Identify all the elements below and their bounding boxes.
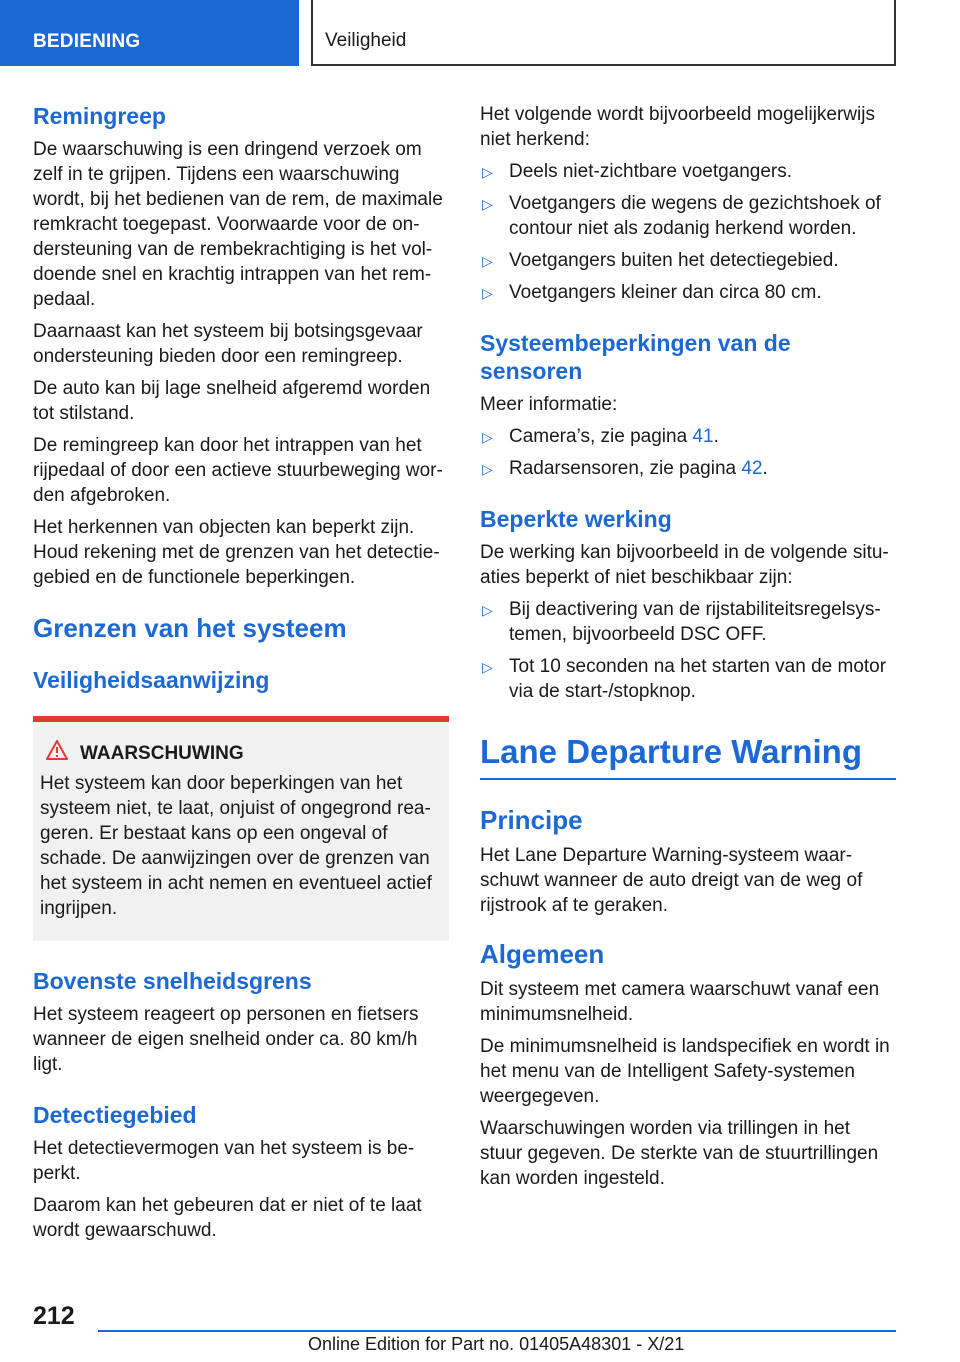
- paragraph: Waarschuwingen worden via trillingen in het stuur gegeven. De sterkte van de stuurtrillingen kan worden ingesteld.: [480, 1118, 879, 1189]
- left-column: [33, 102, 449, 1243]
- heading-lane-departure-warning: Lane Departure Warning: [480, 732, 896, 780]
- list-item: ▷ Voetgangers die wegens de gezichtshoek of contour niet als zodanig herkend worden.: [482, 193, 881, 239]
- heading-detectiegebied: Detectiegebied: [33, 1102, 197, 1128]
- warning-header: [40, 740, 437, 767]
- page-link-camera[interactable]: 41: [692, 426, 714, 447]
- heading-bovenste-snelheidsgrens: Bovenste snelheidsgrens: [33, 968, 312, 994]
- paragraph: De remingreep kan door het intrappen van het rijpedaal of door een actieve stuurbeweging worden afgebroken.: [33, 435, 443, 506]
- warning-box: [33, 716, 449, 941]
- triangle-bullet-icon: ▷: [482, 659, 493, 675]
- sensor-info-list: [480, 424, 896, 481]
- paragraph: Het systeem reageert op personen en fietsers wanneer de eigen snelheid onder ca. 80 km/h ligt.: [33, 1004, 419, 1075]
- page-link-radar[interactable]: 42: [741, 458, 763, 479]
- not-recognized-list: [480, 159, 896, 305]
- paragraph: De waarschuwing is een dringend verzoek om zelf in te grijpen. Tijdens een waarschuwing wordt, bij het bedienen van de rem, de maximale remkracht toegepast. Voorwaarde voor de ondersteuning van de rembekrachtiging is het voldoende snel en krachtig intrappen van het rempedaal.: [33, 139, 443, 310]
- paragraph: Het detectievermogen van het systeem is beperkt.: [33, 1138, 415, 1184]
- list-item: ▷ Deels niet-zichtbare voetgangers.: [480, 159, 896, 184]
- triangle-bullet-icon: ▷: [482, 285, 493, 301]
- page-header: [0, 0, 960, 66]
- triangle-bullet-icon: ▷: [482, 602, 493, 618]
- paragraph: Daarnaast kan het systeem bij botsingsgevaar ondersteuning bieden door een remingreep.: [33, 321, 423, 367]
- list-item: ▷ Tot 10 seconden na het starten van de motor via de start-/stopknop.: [482, 656, 887, 702]
- heading-principe: Principe: [480, 805, 583, 835]
- warning-text: Het systeem kan door beperkingen van het systeem niet, te laat, onjuist of ongegrond reageren. Er bestaat kans op een ongeval of schade. De aanwijzingen over de grenzen van het systeem in acht nemen en eventueel actief ingrijpen.: [40, 773, 432, 919]
- paragraph: Het herkennen van objecten kan beperkt zijn. Houd rekening met de grenzen van het detectiegebied en de functionele beperkingen.: [33, 517, 440, 588]
- limited-function-list: [480, 597, 896, 704]
- list-item: ▷ Camera’s, zie pagina 41.: [480, 424, 896, 449]
- heading-veiligheidsaanwijzing: Veiligheidsaanwijzing: [33, 667, 270, 693]
- warning-title: WAARSCHUWING: [80, 742, 244, 764]
- chapter-tab: Veiligheid: [311, 0, 896, 66]
- edition-text: Online Edition for Part no. 01405A48301 - X/21: [308, 1334, 685, 1354]
- triangle-bullet-icon: ▷: [482, 196, 493, 212]
- section-tab: BEDIENING: [0, 0, 299, 66]
- paragraph: Daarom kan het gebeuren dat er niet of te laat wordt gewaarschuwd.: [33, 1195, 422, 1241]
- paragraph: Het volgende wordt bijvoorbeeld mogelijkerwijs niet herkend:: [480, 104, 875, 150]
- paragraph: Het Lane Departure Warning-systeem waarschuwt wanneer de auto dreigt van de weg of rijstrook af te geraken.: [480, 845, 863, 916]
- page-footer: [0, 1290, 960, 1362]
- footer-divider: [98, 1330, 896, 1332]
- paragraph: Dit systeem met camera waarschuwt vanaf een minimumsnelheid.: [480, 979, 880, 1025]
- list-item: ▷ Bij deactivering van de rijstabiliteitsregelsystemen, bijvoorbeeld DSC OFF.: [482, 599, 881, 645]
- heading-grenzen: Grenzen van het systeem: [33, 613, 347, 643]
- heading-beperkte-werking: Beperkte werking: [480, 506, 672, 532]
- list-item: ▷ Voetgangers kleiner dan circa 80 cm.: [480, 280, 896, 305]
- right-column: [480, 102, 896, 1191]
- warning-triangle-icon: [46, 740, 80, 767]
- paragraph: De minimumsnelheid is landspecifiek en wordt in het menu van de Intelligent Safety-systemen weergegeven.: [480, 1036, 890, 1107]
- paragraph: De werking kan bijvoorbeeld in de volgende situaties beperkt of niet beschikbaar zijn:: [480, 542, 889, 588]
- triangle-bullet-icon: ▷: [482, 461, 493, 477]
- triangle-bullet-icon: ▷: [482, 429, 493, 445]
- list-item: ▷ Radarsensoren, zie pagina 42.: [480, 456, 896, 481]
- heading-remingreep: Remingreep: [33, 103, 166, 129]
- paragraph: Meer informatie:: [480, 394, 618, 415]
- heading-algemeen: Algemeen: [480, 939, 605, 969]
- page-number: 212: [33, 1302, 75, 1330]
- paragraph: De auto kan bij lage snelheid afgeremd worden tot stilstand.: [33, 378, 431, 424]
- list-item: ▷ Voetgangers buiten het detectiegebied.: [480, 248, 896, 273]
- triangle-bullet-icon: ▷: [482, 253, 493, 269]
- heading-systeembeperkingen: Systeembeperkingen van de sensoren: [480, 330, 791, 384]
- triangle-bullet-icon: ▷: [482, 164, 493, 180]
